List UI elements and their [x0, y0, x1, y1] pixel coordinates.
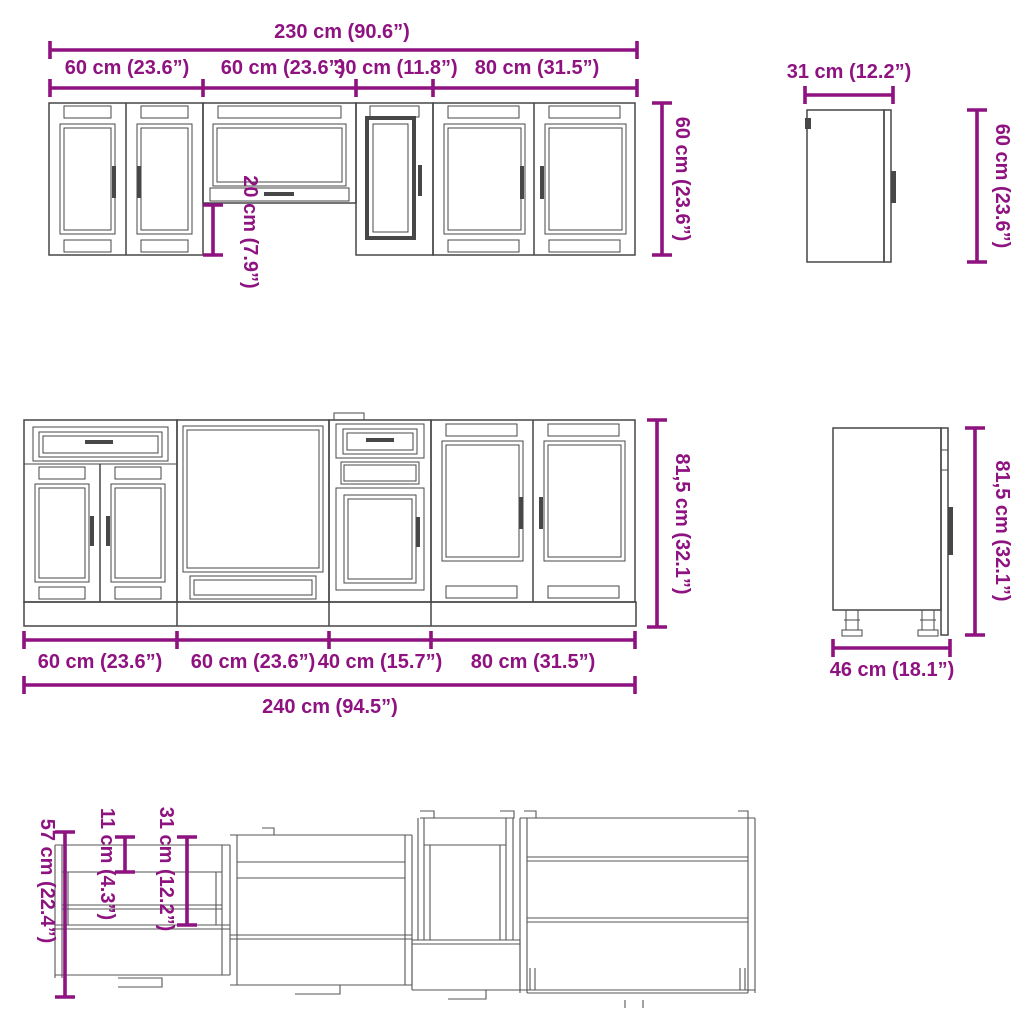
dim-wall-height — [652, 103, 693, 255]
dim-label-topview-drawer: 31 cm (12.2”) — [155, 806, 177, 932]
wall-side-handle — [891, 171, 896, 203]
base-unit3-back-tab — [334, 413, 364, 420]
wall-unit4-right-handle — [540, 166, 544, 199]
dim-line — [805, 86, 893, 104]
dim-topview-drawer-depth — [155, 807, 197, 932]
base-unit1-right-door — [111, 467, 165, 599]
wall-unit1-right-handle — [137, 166, 141, 198]
dim-label-base-height: 81,5 cm (32.1”) — [671, 453, 693, 595]
dim-line — [647, 420, 667, 627]
sketch-unit3-open-drawer — [412, 811, 520, 999]
dim-label-base-side-height: 81,5 cm (32.1”) — [991, 460, 1013, 602]
base-side-feet — [842, 610, 938, 636]
dim-label-wall-section-2: 60 cm (23.6”) — [220, 57, 346, 79]
base-unit4-left-handle — [519, 497, 523, 529]
dim-line — [833, 639, 950, 657]
dim-wall-total-width — [50, 21, 637, 59]
dim-line — [24, 631, 635, 649]
dim-label-wall-side-depth: 31 cm (12.2”) — [786, 61, 912, 83]
cabinet-linework — [24, 103, 953, 636]
dim-label-wall-height: 60 cm (23.6”) — [671, 116, 693, 242]
wall-side-door-edge — [884, 110, 891, 262]
wall-unit3-handle — [418, 165, 422, 196]
dim-label-base-section-4: 80 cm (31.5”) — [470, 651, 596, 673]
sketch-unit4-open-cabinet — [520, 811, 755, 1008]
wall-unit2-front — [210, 106, 349, 201]
base-unit1-drawer-handle — [85, 440, 113, 444]
base-unit1-left-handle — [90, 516, 94, 546]
dim-label-base-section-2: 60 cm (23.6”) — [190, 651, 316, 673]
dim-label-wall-section-3: 30 cm (11.8”) — [334, 57, 458, 79]
base-unit3-front — [336, 424, 424, 590]
wall-unit4-left-door — [444, 106, 525, 252]
dim-label-wall-side-height: 60 cm (23.6”) — [991, 123, 1013, 249]
dim-label-wall-section-4: 80 cm (31.5”) — [474, 57, 600, 79]
base-side-body — [833, 428, 941, 610]
dim-label-wall-total: 230 cm (90.6”) — [274, 21, 410, 43]
wall-cabinet-side-view — [805, 110, 896, 262]
dim-line — [652, 103, 672, 255]
dim-base-total-width — [24, 676, 635, 718]
wall-unit3-top-recess — [370, 106, 419, 117]
dim-line — [24, 676, 635, 694]
base-side-door-edge — [941, 428, 948, 635]
dim-label-wall-section-1: 60 cm (23.6”) — [64, 57, 190, 79]
base-unit2-body — [177, 420, 329, 602]
dim-base-height — [647, 420, 693, 627]
dim-line — [177, 837, 197, 925]
dim-wall-section-widths — [50, 57, 637, 97]
wall-unit1-left-handle — [112, 166, 116, 198]
base-plinths — [24, 602, 636, 626]
wall-unit4-left-handle — [520, 166, 524, 199]
dim-topview-front-rail — [96, 808, 135, 920]
dim-line — [965, 428, 985, 635]
dim-label-base-side-depth: 46 cm (18.1”) — [829, 659, 955, 681]
base-unit1-right-handle — [106, 516, 110, 546]
base-cabinet-side-view — [833, 428, 953, 636]
base-unit1-left-door — [35, 467, 89, 599]
dim-label-topview-depth: 57 cm (22.4”) — [36, 818, 58, 944]
dim-line — [203, 205, 223, 255]
base-cabinets-front-view — [24, 413, 636, 626]
dim-label-base-section-1: 60 cm (23.6”) — [37, 651, 163, 673]
wall-unit4-right-door — [545, 106, 626, 252]
dim-label-base-total: 240 cm (94.5”) — [262, 696, 398, 718]
dim-wall-gap — [203, 175, 261, 288]
base-unit3-door-handle — [416, 517, 420, 547]
base-unit4-right-door — [544, 424, 625, 598]
wall-unit3-glass-pane — [373, 124, 408, 232]
sketch-unit1-open-cabinet — [55, 845, 230, 987]
base-unit3-drawer-handle — [366, 438, 394, 442]
wall-unit1-left-door — [60, 106, 115, 252]
sketch-unit2-open-cabinet — [230, 828, 412, 994]
dim-wall-side-height — [967, 110, 1013, 262]
wall-unit2-handle — [264, 192, 294, 196]
dim-wall-side-depth — [787, 61, 912, 104]
base-side-handle — [948, 507, 953, 555]
base-unit4-right-handle — [539, 497, 543, 529]
dim-base-side-depth — [830, 639, 955, 681]
base-unit4-left-door — [442, 424, 523, 598]
wall-unit3-glass-frame — [367, 118, 414, 238]
wall-side-hinge — [805, 118, 811, 129]
dim-label-base-section-3: 40 cm (15.7”) — [317, 651, 443, 673]
dim-line — [967, 110, 987, 262]
wall-side-body — [807, 110, 884, 262]
dim-label-wall-gap: 20 cm (7.9”) — [239, 175, 261, 289]
dim-base-section-widths — [24, 631, 635, 673]
base-side-hinge-marks — [941, 450, 948, 470]
dim-label-topview-rail: 11 cm (4.3”) — [96, 807, 118, 921]
wall-cabinets-front-view — [49, 103, 635, 255]
wall-unit1-right-door — [137, 106, 192, 252]
dim-base-side-height — [965, 428, 1013, 635]
base-unit2-front — [183, 426, 323, 599]
dim-line — [50, 79, 637, 97]
